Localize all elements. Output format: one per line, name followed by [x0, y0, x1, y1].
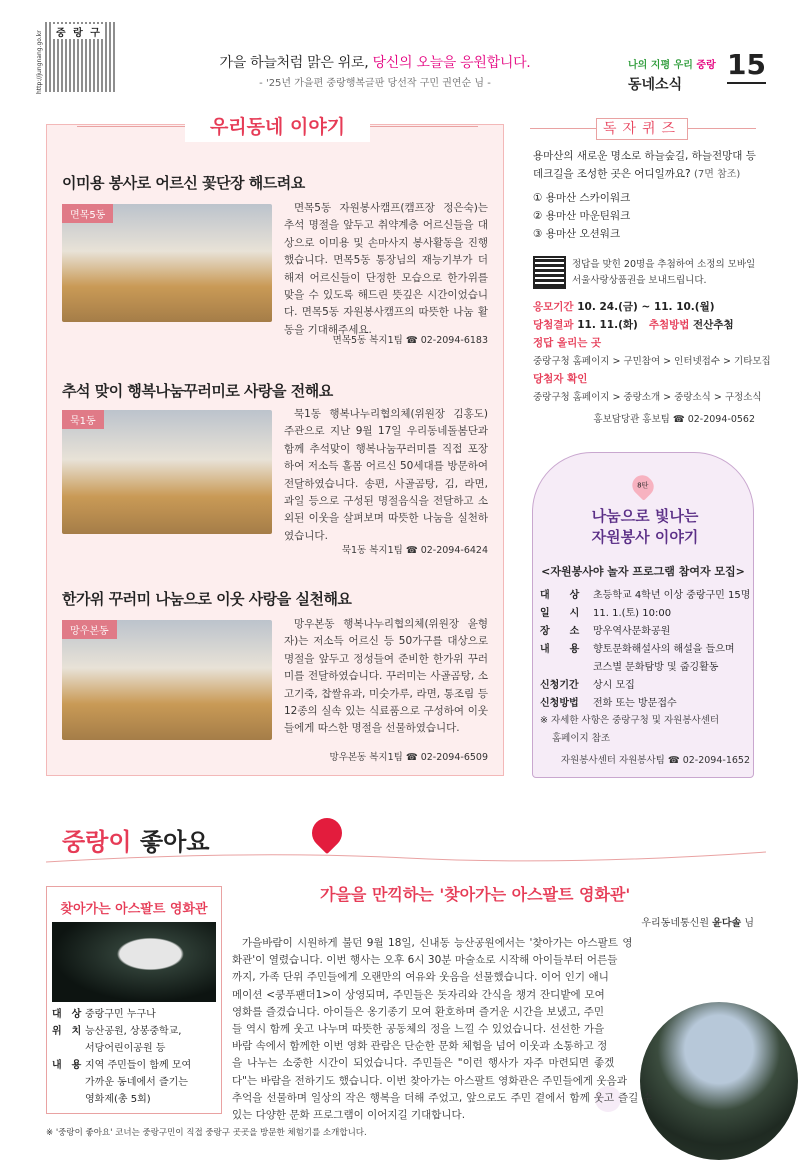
stories-heading: 우리동네 이야기: [185, 112, 370, 142]
quiz-period: 응모기간 10. 24.(금) ~ 11. 10.(월): [533, 301, 715, 313]
volunteer-row: 장 소 망우역사문화공원: [540, 626, 671, 637]
event-info-title: 찾아가는 아스팔트 영화관: [60, 902, 208, 917]
article-title: 한가위 꾸러미 나눔으로 이웃 사랑을 실천해요: [62, 590, 352, 608]
article-text: 망우본동 행복나누리협의체(위원장 윤형자)는 저소득 어르신 등 50가구를 대상으로 명절을 앞두고 정성들여 준비한 한가위 꾸러미를 전달하였습니다. 꾸러미는 사골곰탕, 소고기죽, 찹쌀유과, 미숫가루, 라면, 통조림 등 12종의 실속 있는 식료품으로 구성하여 이웃들에게 따스한 명절을 선물하였습니다.: [284, 618, 488, 735]
event-photo: [52, 922, 216, 1002]
footnote: ※ '중랑이 좋아요' 코너는 중랑구민이 직접 중랑구 곳곳을 방문한 체험기를 소개합니다.: [46, 1128, 367, 1138]
event-info-row: 가까운 동네에서 즐기는: [85, 1077, 188, 1088]
volunteer-title: 나눔으로 빛나는 자원봉사 이야기: [591, 507, 699, 546]
article-photo: [62, 620, 272, 740]
volunteer-row: 내 용 향토문화해설사의 해설을 들으며: [540, 644, 735, 655]
article-tag: 면목5동: [62, 204, 113, 223]
homepage-url: http://jungnang.go.kr: [36, 30, 43, 94]
article-contact: 묵1동 복지1팀 ☎ 02-2094-6424: [341, 545, 488, 556]
volunteer-row: 대 상 초등학교 4학년 이상 중랑구민 15명: [540, 590, 751, 601]
event-info-row: 위 치 능산공원, 상봉중학교,: [52, 1026, 182, 1037]
quiz-check-path: 중랑구청 홈페이지 > 중랑소개 > 중랑소식 > 구정소식: [533, 392, 762, 403]
article-photo: [62, 204, 272, 322]
article-contact: 망우본동 복지1팀 ☎ 02-2094-6509: [329, 752, 488, 763]
quiz-option: ② 용마산 마운틴워크: [533, 210, 631, 222]
volunteer-row: 신청방법 전화 또는 방문접수: [540, 698, 677, 709]
heart-icon: 8탄: [628, 471, 658, 501]
event-info-row: 내 용 지역 주민들이 함께 모여: [52, 1060, 192, 1071]
volunteer-row: 일 시 11. 1.(토) 10:00: [540, 608, 672, 619]
quiz-prize-note: 정답을 맞힌 20명을 추첨하여 소정의 모바일 서울사랑상품권을 보내드립니다.: [572, 259, 756, 286]
quiz-result: 당첨결과 11. 11.(화) 추첨방법 전산추첨: [533, 319, 734, 331]
article-photo: [62, 410, 272, 534]
article-text: 면목5동 자원봉사캠프(캠프장 정은숙)는 추석 명절을 앞두고 취약계층 어르신들을 대상으로 이미용 및 손마사지 봉사활동을 진행했습니다. 면목5동 통장님의 재능기부가 더해져 어르신들이 단정한 모습으로 한가위를 맞을 수 있도록 해드린 뜻깊은 시간이었습니다. 면목5동 자원봉사캠프의 따뜻한 나눔 활동을 기대해주세요.: [284, 202, 488, 336]
logo-text: 중 랑 구: [53, 24, 105, 39]
feature-body: 가을바람이 시원하게 불던 9월 18일, 신내동 능산공원에서는 '찾아가는 아스팔트 영화관'이 열렸습니다. 이번 행사는 오후 6시 30분 마술쇼로 시작해 아이들부터 어른들까지, 가족 단위 주민들에게 오랜만의 여유와 웃음을 선물했습니다. 이어 인기 애니메이션 <쿵푸팬더1>이 상영되며, 주민들은 돗자리와 간식을 챙겨 잔디밭에 모여 영화를 즐겼습니다. 아이들은 옹기종기 모여 환호하며 즐거운 시간을 보냈고, 주민들 역시 함께 웃고 나누며 따뜻한 공동체의 정을 느낄 수 있었습니다. 선선한 가을바람 속에서 함께한 이번 영화 관람은 단순한 문화 체험을 넘어 이웃과 소통하고 정을 나누는 소중한 시간이 되었습니다. 주민들은 "이런 행사가 자주 마련되면 좋겠다"는 바람을 전하기도 했습니다. 이번 찾아가는 아스팔트 영화관은 주민들에게 웃음과 추억을 선물하며 일상의 작은 행복을 더해 주었고, 앞으로도 주민 곁에서 함께 웃고 즐길 수 있는 다양한 문화 프로그램이 이어지길 기대합니다.: [232, 937, 653, 1122]
volunteer-note: 홈페이지 참조: [552, 733, 611, 744]
article-contact: 면목5동 복지1팀 ☎ 02-2094-6183: [332, 335, 488, 346]
slogan-credit: - '25년 가을편 중랑행복글판 당선작 구민 권연순 님 -: [259, 78, 491, 89]
volunteer-note: ※ 자세한 사항은 중랑구청 및 자원봉사센터: [540, 715, 720, 726]
event-info-row: 서당어린이공원 등: [85, 1043, 166, 1054]
quiz-contact: 홍보담당관 홍보팀 ☎ 02-2094-0562: [593, 414, 755, 425]
quiz-question: 용마산의 새로운 명소로 하늘숲길, 하늘전망대 등 데크길을 조성한 곳은 어디일까요? (7면 참조): [533, 150, 756, 180]
quiz-option: ① 용마산 스카이워크: [533, 192, 631, 204]
feature-byline: 우리동네통신원 윤다솔 님: [641, 918, 754, 929]
section-title: 동네소식: [628, 77, 683, 93]
feature-title: 가을을 만끽하는 '찾아가는 아스팔트 영화관': [320, 885, 631, 904]
page-number: 15: [727, 48, 766, 84]
qr-logo: [45, 22, 119, 94]
quiz-check-label: 당첨자 확인: [533, 373, 588, 385]
decorative-wave: [46, 848, 766, 868]
quiz-qr-code-icon[interactable]: [533, 256, 566, 289]
quiz-option: ③ 용마산 오션워크: [533, 228, 621, 240]
volunteer-row: 코스별 문화탐방 및 줍깅활동: [593, 662, 719, 673]
event-info-row: 대 상 중랑구민 누구나: [52, 1009, 156, 1020]
volunteer-subtitle: <자원봉사야 놀자 프로그램 참여자 모집>: [541, 565, 745, 578]
article-title: 이미용 봉사로 어르신 꽃단장 해드려요: [62, 174, 305, 192]
quiz-submit-label: 정답 올리는 곳: [533, 337, 602, 349]
tagline: 나의 지평 우리 중랑: [628, 60, 716, 71]
article-tag: 망우본동: [62, 620, 117, 639]
article-text: 묵1동 행복나누리협의체(위원장 김홍도) 주관으로 지난 9월 17일 우리동네돌봄단과 함께 추석맞이 행복나눔꾸러미를 직접 포장하여 저소득 홀몸 어르신 50세대를 방문하여 전달하였습니다. 송편, 사골곰탕, 김, 라면, 과일 등으로 구성된 명절음식을 전달하고 소외된 이웃을 살펴보며 따뜻한 나눔을 실천하였습니다.: [284, 408, 488, 542]
volunteer-row: 신청기간 상시 모집: [540, 680, 635, 691]
quiz-submit-path: 중랑구청 홈페이지 > 구민참여 > 인터넷접수 > 기타모집: [533, 356, 771, 367]
article-title: 추석 맞이 행복나눔꾸러미로 사랑을 전해요: [62, 382, 333, 400]
article-tag: 묵1동: [62, 410, 104, 429]
event-info-row: 영화제(총 5회): [85, 1094, 151, 1105]
slogan: 가을 하늘처럼 맑은 위로, 당신의 오늘을 응원합니다.: [219, 55, 531, 71]
volunteer-contact: 자원봉사센터 자원봉사팀 ☎ 02-2094-1652: [560, 755, 750, 766]
quiz-heading: 독자퀴즈: [596, 118, 688, 140]
corner-title: 중랑이 좋아요: [62, 828, 210, 856]
